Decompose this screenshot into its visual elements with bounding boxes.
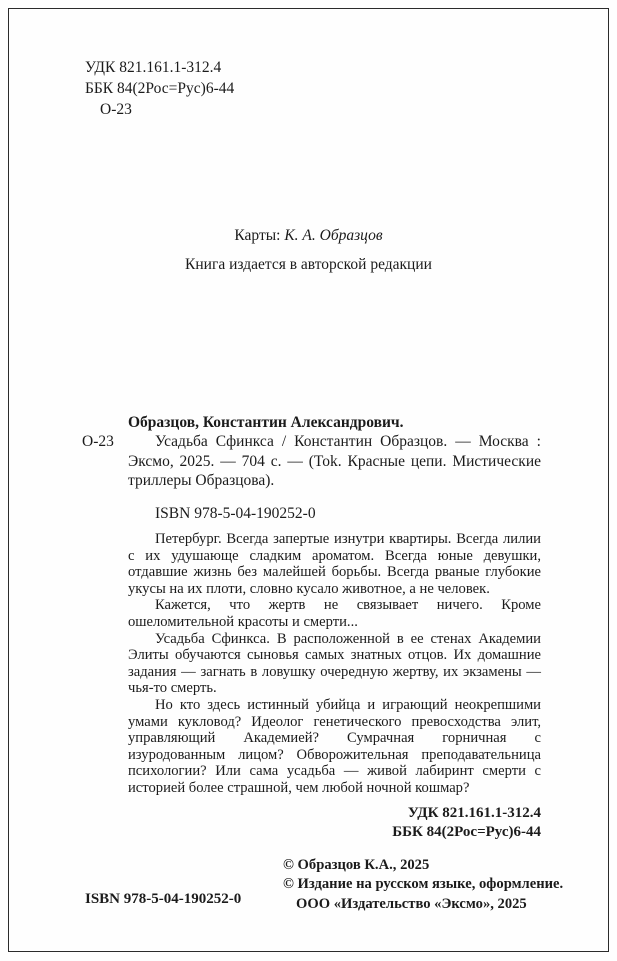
catalog-entry-code: О-23 (82, 433, 114, 451)
bbk-code: ББК 84(2Рос=Рус)6-44 (85, 80, 235, 97)
author-sign-code: О-23 (100, 101, 132, 118)
classification-codes-top (85, 57, 234, 120)
catalog-author: Образцов, Константин Александрович. (128, 414, 404, 431)
maps-credit-label: Карты: (234, 227, 285, 244)
annotation-paragraph: Но кто здесь истинный убийца и играющий неокрепшими умами кукловод? Идеолог генетического превосходства элит, управляющий Академией? Сумрачная горничная с изуродованным лицом? Обворожительная преподавательница психологии? Или сама усадьба — живой лабиринт смерти с историей более страшной, чем любой ночной кошмар? (128, 696, 541, 796)
catalog-entry (82, 432, 541, 490)
maps-credit-author: К. А. Образцов (284, 227, 383, 244)
catalog-block (82, 413, 541, 842)
copyright-edition-line: © Издание на русском языке, оформление. (283, 876, 564, 893)
annotation-paragraph: Петербург. Всегда запертые изнутри квартиры. Всегда лилии с их удушающе сладким ароматом. Всегда юные девушки, отдавшие жизнь без малейшей борьбы. Всегда рваные глубокие укусы на их плоти, словно кусало животное, а не человек. (128, 531, 541, 597)
isbn-bottom: ISBN 978-5-04-190252-0 (85, 891, 242, 907)
catalog-description: Усадьба Сфинкса / Константин Образцов. — Москва : Эксмо, 2025. — 704 с. — (Tok. Красные цепи. Мистические триллеры Образцова). (128, 433, 541, 490)
annotation-paragraph: Усадьба Сфинкса. В расположенной в ее стенах Академии Элиты обучаются сыновья самых знатных отцов. Их домашние задания — загнать в ловушку очередную жертву, их экзамены — чья-то смерть. (128, 630, 541, 697)
copyright-block (283, 856, 563, 914)
bbk-code-bottom: ББК 84(2Рос=Рус)6-44 (392, 823, 541, 840)
udk-code: УДК 821.161.1-312.4 (85, 59, 222, 76)
udk-code-bottom: УДК 821.161.1-312.4 (407, 804, 541, 821)
classification-codes-bottom (128, 804, 541, 842)
credits-block (0, 226, 617, 275)
maps-credit (0, 226, 617, 246)
annotation-block (128, 531, 541, 797)
catalog-isbn: ISBN 978-5-04-190252-0 (155, 504, 316, 522)
edition-note: Книга издается в авторской редакции (185, 256, 432, 273)
annotation-paragraph: Кажется, что жертв не связывает ничего. Кроме ошеломительной красоты и смерти... (128, 597, 541, 630)
copyright-author-line: © Образцов К.А., 2025 (283, 857, 430, 873)
copyright-publisher-line: ООО «Издательство «Эксмо», 2025 (296, 895, 527, 912)
